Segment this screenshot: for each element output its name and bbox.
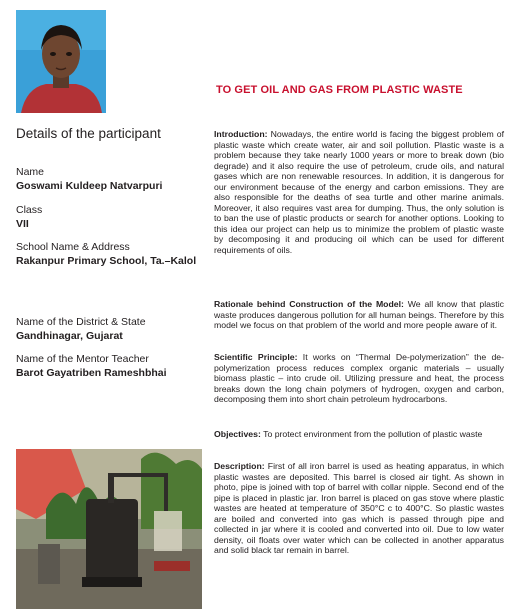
model-photo [16, 449, 202, 609]
rationale-section [214, 299, 504, 331]
section-text: To protect environment from the pollution of plastic waste [263, 429, 483, 439]
section-text: First of all iron barrel is used as heating apparatus, in which plastic wastes are deposited. This barrel is closed air tight. As shown in photo, pipe is joined with top of barrel with collar nipple. Second end of the pipe is placed in plastic jar. Iron barrel is placed on gas stove where plastic wastes are heated at temperature of 350°C c to 400°C. So plastic wastes are boiled and converted into gas which is passed through pipe and collected in jar where it is cooled and converted into oil. Due to low water density, oil floats over water which can be collected in another apparatus and solid black tar remain in barrel. [214, 461, 505, 556]
school-name: Rakanpur Primary School, Ta.–Kalol [16, 255, 197, 267]
district-state: Gandhinagar, Gujarat [16, 330, 123, 342]
mentor-label: Name of the Mentor Teacher [16, 353, 149, 365]
objectives-section [214, 429, 504, 440]
section-heading: Objectives: [214, 429, 261, 439]
scientific-principle-section [214, 352, 504, 405]
participant-name: Goswami Kuldeep Natvarpuri [16, 180, 163, 192]
section-heading: Description: [214, 461, 265, 471]
class-label: Class [16, 204, 43, 216]
name-label: Name [16, 166, 45, 178]
section-text: It works on “Thermal De-polymerization” the de-polymerization process reduces complex organic materials – usually biomass plastic – into crude oil. Utilizing pressure and heat, the process breaks down the long chain polymers of hydrogen, oxygen and carbon, decomposing them into short chain petroleum hydrocarbons. [214, 352, 504, 405]
mentor-name: Barot Gayatriben Rameshbhai [16, 367, 167, 379]
description-section [214, 461, 504, 556]
school-label: School Name & Address [16, 241, 130, 253]
project-title: TO GET OIL AND GAS FROM PLASTIC WASTE [216, 84, 463, 96]
section-heading: Scientific Principle: [214, 352, 298, 362]
participant-photo [16, 10, 106, 113]
section-text: Nowadays, the entire world is facing the biggest problem of plastic waste which create water, air and soil pollution. Plastic waste is a problem because they take nearly 1000 years or more to break down (bio degrade) and it also require the use of petroleum, crude oils, and natural gases which are non renewable resources. In addition, it is dangerous for our environment because of the energy and carbon emissions. They are also responsible for the deaths of sea turtle and other marine animals. Moreover, it also requires vast area for dumping. Thus, the only solution is to ban the use of plastic products or search for another options. Looking to this idea our project can help us to minimize the problem of plastic waste by decomposing it and producing oil which can be used for different requirements of oils. [214, 129, 504, 256]
section-heading: Rationale behind Construction of the Model: [214, 299, 404, 309]
details-heading: Details of the participant [16, 126, 161, 141]
section-heading: Introduction: [214, 129, 268, 139]
district-label: Name of the District & State [16, 316, 146, 328]
section-text: We all know that plastic waste produces dangerous pollution for all human beings. Therefore by this model we focus on that problem of the world and more people aware of it. [214, 299, 504, 331]
participant-class: VII [16, 218, 29, 230]
introduction-section [214, 129, 504, 256]
